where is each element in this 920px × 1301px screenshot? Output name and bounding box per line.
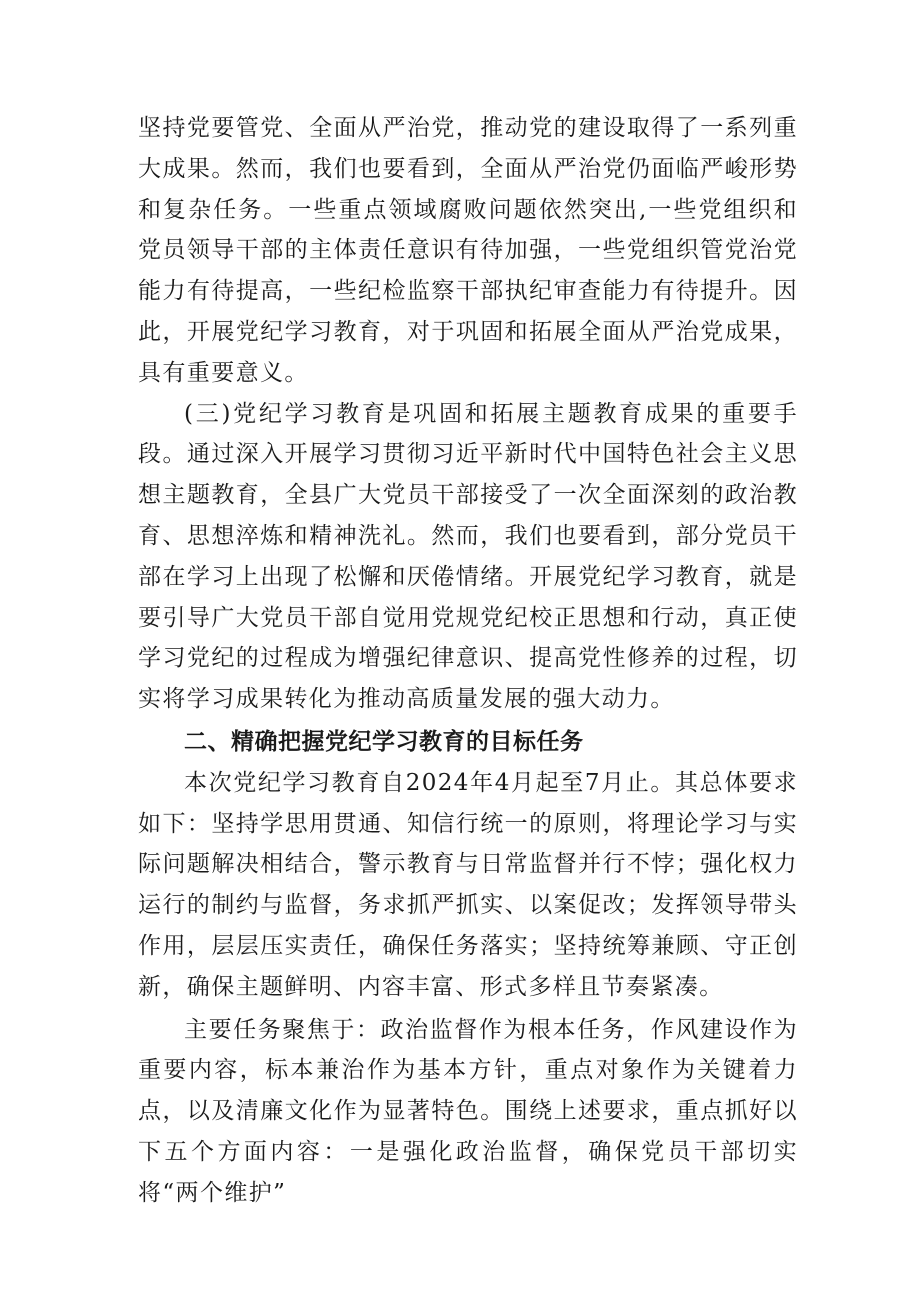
paragraph-continuation: 坚持党要管党、全面从严治党，推动党的建设取得了一系列重大成果。然而，我们也要看到，全面从严治党仍面临严峻形势和复杂任务。一些重点领域腐败问题依然突出,一些党组织和党员领导干部的主体责任意识有待加强，一些党组织管党治党能力有待提高，一些纪检监察干部执纪审查能力有待提升。因此，开展党纪学习教育，对于巩固和拓展全面从严治党成果，具有重要意义。 xyxy=(138,115,798,386)
document-body xyxy=(138,108,798,1214)
paragraph-section-three: (三)党纪学习教育是巩固和拓展主题教育成果的重要手段。通过深入开展学习贯彻习近平新时代中国特色社会主义思想主题教育，全县广大党员干部接受了一次全面深刻的政治教育、思想淬炼和精神洗礼。然而，我们也要看到，部分党员干部在学习上出现了松懈和厌倦情绪。开展党纪学习教育，就是要引导广大党员干部自觉用党规党纪校正思想和行动，真正使学习党纪的过程成为增强纪律意识、提高党性修养的过程，切实将学习成果转化为推动高质量发展的强大动力。 xyxy=(138,400,798,713)
paragraph-overall-requirements: 本次党纪学习教育自2024年4月起至7月止。其总体要求如下：坚持学思用贯通、知信行统一的原则，将理论学习与实际问题解决相结合，警示教育与日常监督并行不悖；强化权力运行的制约与监督，务求抓严抓实、以案促改；发挥领导带头作用，层层压实责任，确保任务落实；坚持统筹兼顾、守正创新，确保主题鲜明、内容丰富、形式多样且节奏紧凑。 xyxy=(138,769,798,1000)
section-heading: 二、精确把握党纪学习教育的目标任务 xyxy=(184,728,584,755)
paragraph-main-tasks: 主要任务聚焦于：政治监督作为根本任务，作风建设作为重要内容，标本兼治作为基本方针，重点对象作为关键着力点，以及清廉文化作为显著特色。围绕上述要求，重点抓好以下五个方面内容：一是强化政治监督，确保党员干部切实将“两个维护” xyxy=(138,1016,798,1206)
